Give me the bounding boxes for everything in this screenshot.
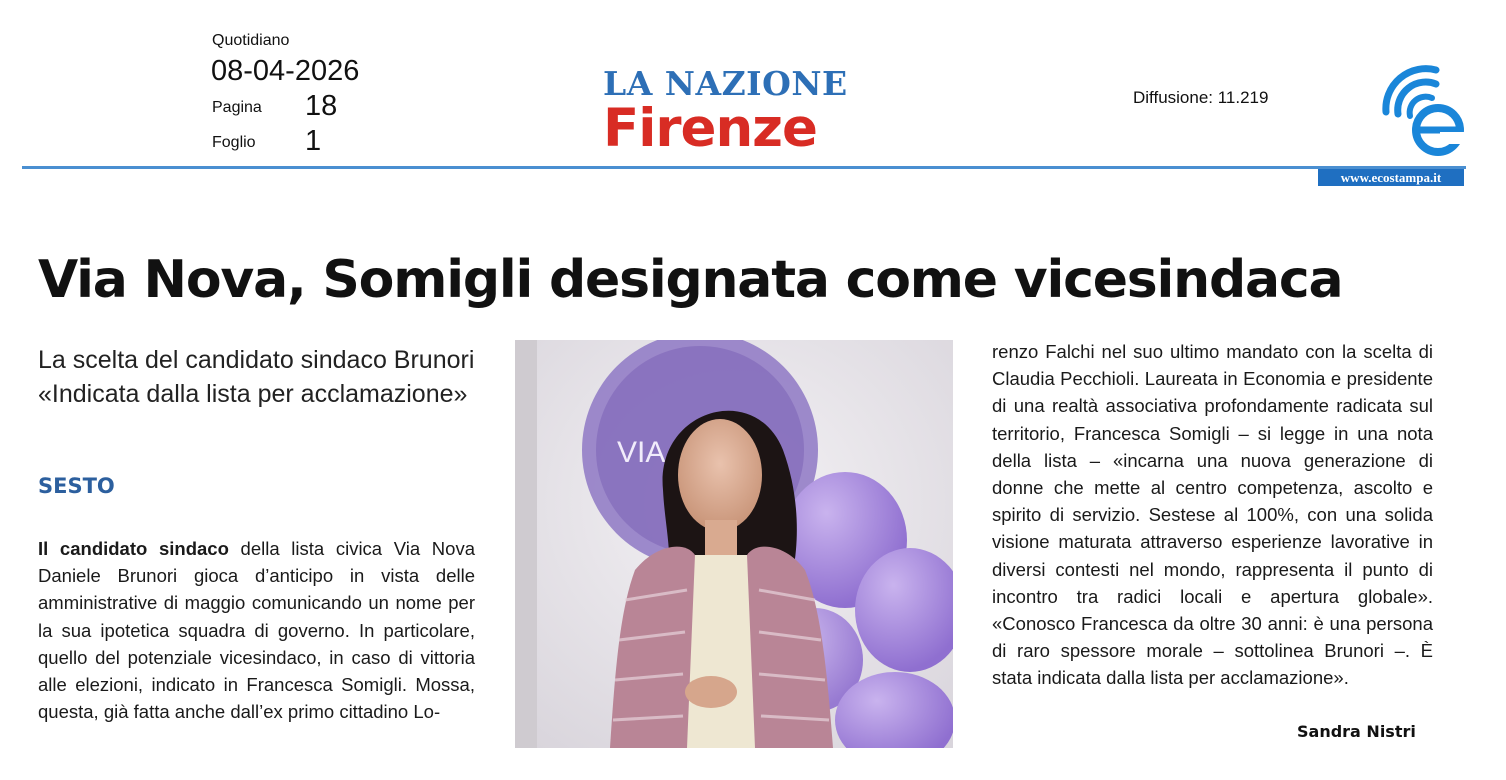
article-photo xyxy=(515,340,953,748)
article-byline: Sandra Nistri xyxy=(1297,722,1416,741)
ecostampa-url: www.ecostampa.it xyxy=(1318,169,1464,186)
article-headline: Via Nova, Somigli designata come vicesindaca xyxy=(38,250,1343,310)
article-body-column-2 xyxy=(992,338,1433,692)
body-text-left: della lista civica Via Nova Daniele Brunori gioca d’anticipo in vista delle amministrative di maggio comunicando un nome per la sua ipotetica squadra di governo. In particolare, quello del potenziale vicesindaco, in caso di vittoria alle elezioni, indicato in Francesca Somigli. Mossa, questa, già fatta anche dall’ex primo cittadino Lo- xyxy=(38,538,475,723)
issue-date: 08-04-2026 xyxy=(211,55,360,87)
article-kicker: SESTO xyxy=(38,474,115,498)
ecostampa-logo-icon xyxy=(1376,62,1468,158)
article-subhead xyxy=(38,343,474,411)
masthead-title: LA NAZIONE xyxy=(603,64,848,103)
subhead-line-1: La scelta del candidato sindaco Brunori xyxy=(38,346,475,374)
article-body-column-1 xyxy=(38,535,475,725)
header-rule xyxy=(22,166,1466,169)
subhead-line-2: «Indicata dalla lista per acclamazione» xyxy=(38,380,468,408)
sheet-label: Foglio xyxy=(212,134,256,151)
page-number: 18 xyxy=(305,90,338,122)
backdrop-lettering: VIA xyxy=(617,436,666,469)
body-text-right: renzo Falchi nel suo ultimo mandato con la scelta di Claudia Pecchioli. Laureata in Economia e presidente di una realtà associativa profondamente radicata sul territorio, Francesca Somigli – si legge in una nota della lista – «incarna una nuova generazione di donne che mette al centro competenza, ascolto e spirito di servizio. Sestese al 100%, con una solida visione maturata attraverso esperienze lavorative in diversi contesti nel mondo, rappresenta il punto di incontro tra radici locali e apertura globale». «Conosco Francesca da oltre 30 anni: è una persona di raro spessore morale – sottolinea Brunori –. È stata indicata dalla lista per acclamazione». xyxy=(992,341,1433,689)
circulation-figure: Diffusione: 11.219 xyxy=(1133,88,1269,107)
article-lead: Il candidato sindaco xyxy=(38,538,229,559)
sheet-number: 1 xyxy=(305,125,322,157)
page-label: Pagina xyxy=(212,99,262,116)
masthead-edition: Firenze xyxy=(603,98,817,159)
publication-type: Quotidiano xyxy=(212,32,290,49)
